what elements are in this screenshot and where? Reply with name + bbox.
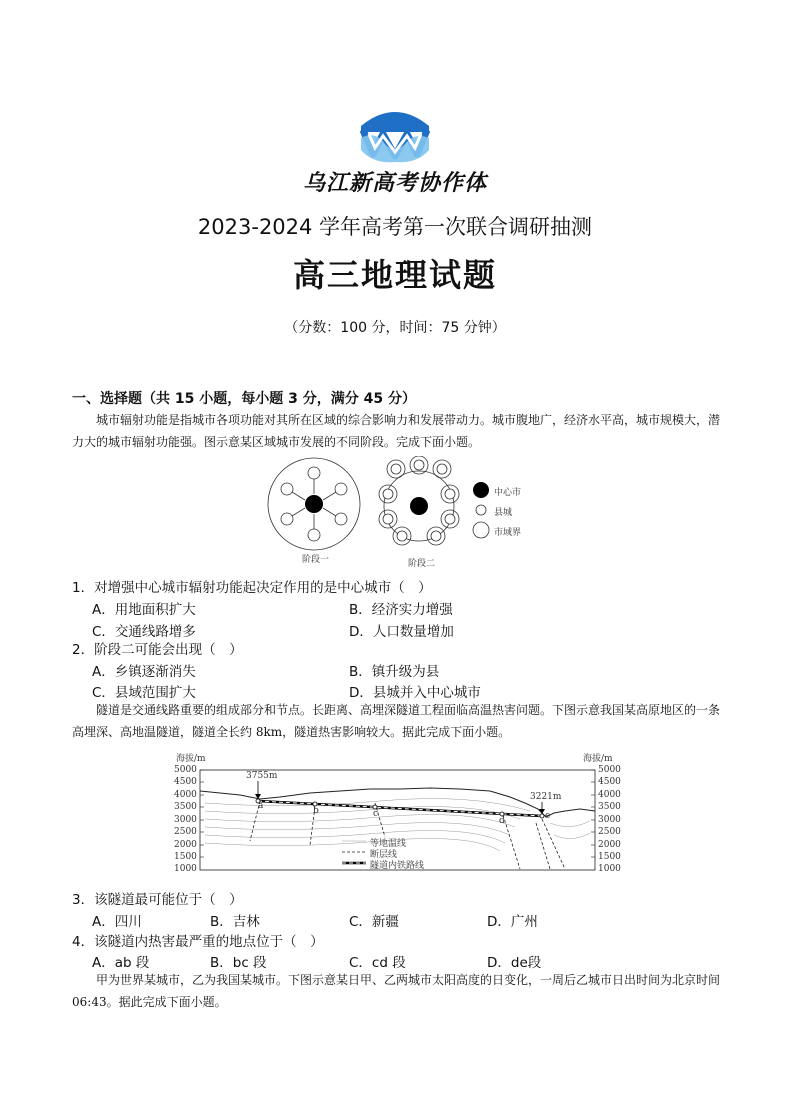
tick-left-1000: 1000 bbox=[174, 864, 197, 874]
peak-label-right: 3221m bbox=[530, 792, 562, 802]
tick-left-2000: 2000 bbox=[174, 840, 197, 850]
question-1-option-a: A．用地面积扩大 bbox=[92, 602, 196, 618]
y-axis-label-right: 海拔/m bbox=[583, 754, 613, 764]
question-1-stem: 1．对增强中心城市辐射功能起决定作用的是中心城市（ ） bbox=[72, 580, 432, 596]
question-4-stem: 4．该隧道内热害最严重的地点位于（ ） bbox=[72, 934, 324, 950]
passage-3 bbox=[72, 969, 722, 1013]
legend-isotherm: 等地温线 bbox=[370, 839, 407, 849]
point-e: e bbox=[545, 811, 551, 821]
tick-left-2500: 2500 bbox=[174, 827, 197, 837]
logo-emblem bbox=[355, 104, 435, 164]
point-c: c bbox=[373, 809, 379, 819]
tick-right-2500: 2500 bbox=[598, 827, 621, 837]
subject-title: 高三地理试题 bbox=[292, 256, 497, 294]
legend-county-town: 县城 bbox=[494, 508, 513, 518]
tick-right-4500: 4500 bbox=[598, 777, 621, 787]
passage-2 bbox=[72, 699, 722, 743]
legend-city-boundary: 市域界 bbox=[494, 528, 522, 538]
question-2-option-a: A．乡镇逐渐消失 bbox=[92, 664, 196, 680]
tick-left-4000: 4000 bbox=[174, 790, 197, 800]
question-2-stem: 2．阶段二可能会出现（ ） bbox=[72, 642, 243, 658]
question-3-option-d: D．广州 bbox=[487, 914, 538, 930]
figure-tunnel-profile bbox=[170, 751, 630, 877]
question-4-option-a: A．ab 段 bbox=[92, 955, 150, 971]
passage-2-text: 隧道是交通线路重要的组成部分和节点。长距离、高埋深隧道工程面临高温热害问题。下图示意我国某高原地区的一条高埋深、高地温隧道，隧道全长约 8km，隧道热害影响较大。据此完成下面小题。 bbox=[72, 703, 721, 739]
tick-left-3000: 3000 bbox=[174, 815, 197, 825]
question-4-option-d: D．de段 bbox=[487, 955, 542, 971]
peak-label-left: 3755m bbox=[246, 771, 278, 781]
tick-right-5000: 5000 bbox=[598, 765, 621, 775]
question-3-stem: 3．该隧道最可能位于（ ） bbox=[72, 892, 243, 908]
stage-1-label: 阶段一 bbox=[302, 555, 330, 565]
tick-right-3500: 3500 bbox=[598, 802, 621, 812]
passage-1-text: 城市辐射功能是指城市各项功能对其所在区域的综合影响力和发展带动力。城市腹地广，经济水平高，城市规模大，潜力大的城市辐射功能强。图示意某区域城市发展的不同阶段。完成下面小题。 bbox=[72, 413, 721, 449]
question-3-option-b: B．吉林 bbox=[210, 914, 260, 930]
question-4-option-c: C．cd 段 bbox=[349, 955, 406, 971]
tick-right-3000: 3000 bbox=[598, 815, 621, 825]
section-heading: 一、选择题（共 15 小题，每小题 3 分，满分 45 分） bbox=[72, 391, 416, 407]
question-4-option-b: B．bc 段 bbox=[210, 955, 267, 971]
stage-2-label: 阶段二 bbox=[408, 559, 436, 569]
exam-title: 2023-2024 学年高考第一次联合调研抽测 bbox=[197, 215, 593, 239]
point-a: a bbox=[258, 801, 264, 811]
question-1-option-b: B．经济实力增强 bbox=[349, 602, 453, 618]
question-3-option-c: C．新疆 bbox=[349, 914, 399, 930]
question-2-option-c: C．县域范围扩大 bbox=[92, 685, 196, 701]
passage-1 bbox=[72, 409, 722, 453]
tick-right-1000: 1000 bbox=[598, 864, 621, 874]
legend-fault: 断层线 bbox=[370, 850, 398, 860]
tick-right-1500: 1500 bbox=[598, 852, 621, 862]
tick-left-3500: 3500 bbox=[174, 802, 197, 812]
question-2-option-d: D．县城并入中心城市 bbox=[349, 685, 481, 701]
tick-left-1500: 1500 bbox=[174, 852, 197, 862]
point-b: b bbox=[313, 806, 319, 816]
legend-railway: 隧道内铁路线 bbox=[370, 861, 425, 871]
logo-text: 乌江新高考协作体 bbox=[302, 171, 487, 196]
question-1-option-c: C．交通线路增多 bbox=[92, 624, 196, 640]
passage-3-text: 甲为世界某城市，乙为我国某城市。下图示意某日甲、乙两城市太阳高度的日变化，一周后乙城市日出时间为北京时间 06:43。据此完成下面小题。 bbox=[72, 973, 721, 1009]
score-time-info: （分数：100 分，时间：75 分钟） bbox=[284, 320, 506, 336]
question-2-option-b: B．镇升级为县 bbox=[349, 664, 440, 680]
point-d: d bbox=[499, 816, 505, 826]
tick-right-4000: 4000 bbox=[598, 790, 621, 800]
tick-right-2000: 2000 bbox=[598, 840, 621, 850]
tick-left-4500: 4500 bbox=[174, 777, 197, 787]
question-3-option-a: A．四川 bbox=[92, 914, 142, 930]
tick-left-5000: 5000 bbox=[174, 765, 197, 775]
figure-city-stages bbox=[262, 456, 542, 568]
y-axis-label-left: 海拔/m bbox=[176, 754, 206, 764]
legend-center-city: 中心市 bbox=[494, 488, 522, 498]
question-1-option-d: D．人口数量增加 bbox=[349, 624, 454, 640]
